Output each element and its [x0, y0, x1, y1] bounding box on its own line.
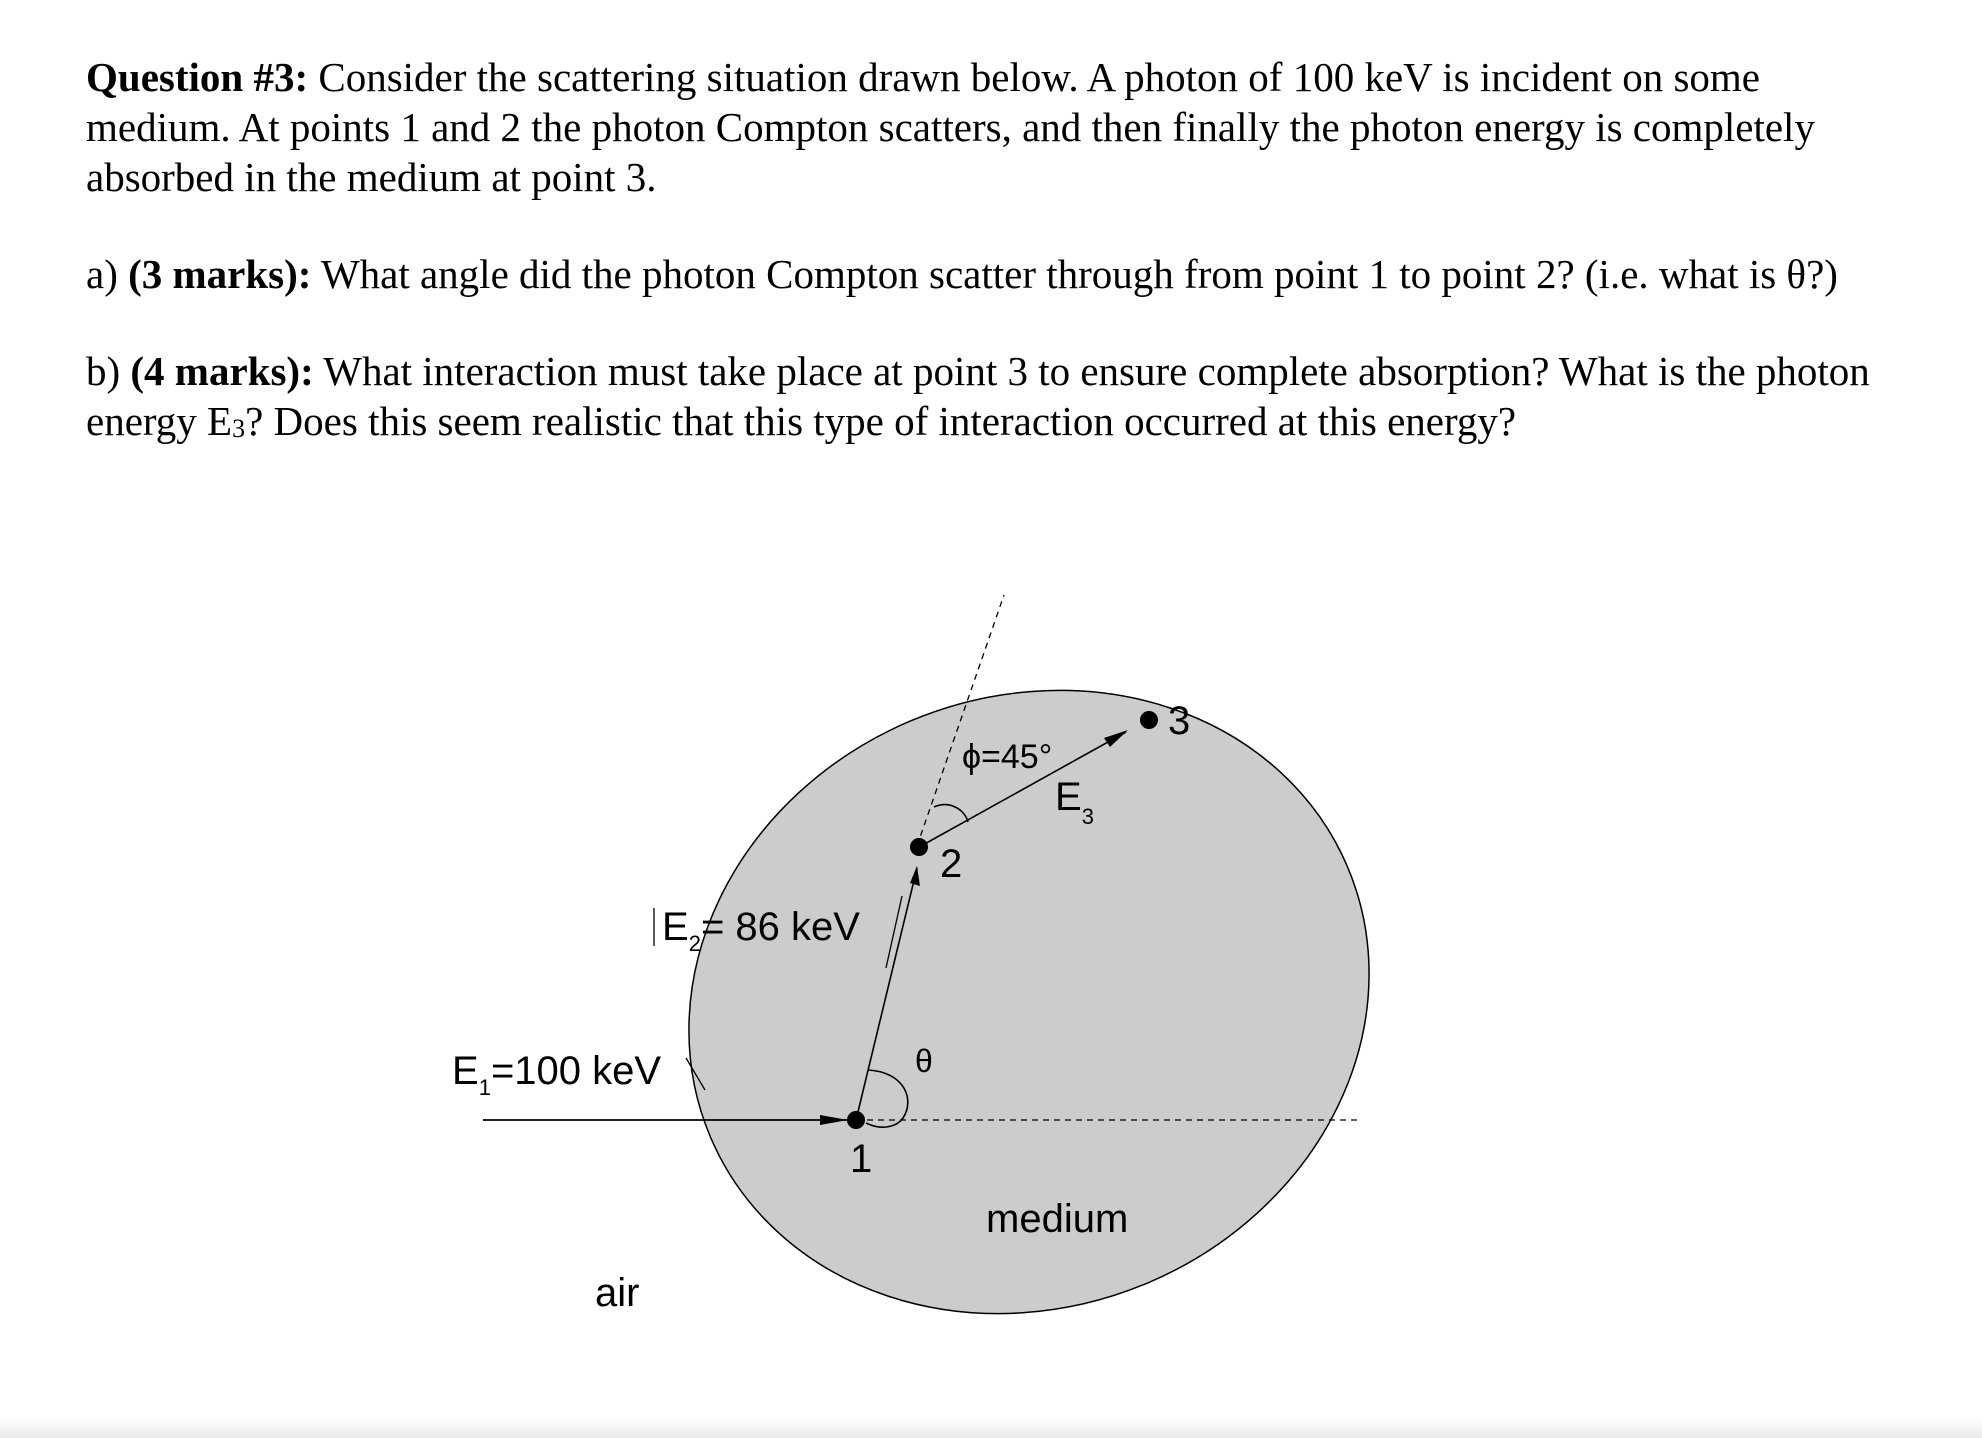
bottom-shadow	[0, 1416, 1982, 1438]
question-intro-text: Consider the scattering situation drawn below. A photon of 100 keV is incident on some medium. At points 1 and 2 the photon Compton scatters, and then finally the photon energy is completely absorbed in the medium at point 3.	[86, 54, 1815, 200]
part-a-marks: (3 marks):	[128, 251, 312, 297]
part-b-prefix: b)	[86, 348, 131, 394]
point-1-label: 1	[850, 1137, 873, 1181]
e3-label: $E_3$	[1055, 775, 1094, 829]
interaction-point-3	[1140, 711, 1158, 729]
part-b-text-1: What interaction must take place at point 3 to ensure complete absorption? What is the photon energy E	[86, 348, 1870, 444]
theta-label: θ	[915, 1043, 933, 1079]
part-a-text: What angle did the photon Compton scatter through from point 1 to point 2? (i.e. what is θ?)	[311, 251, 1838, 297]
medium-label: medium	[986, 1197, 1129, 1241]
phi-label: ϕ=45°	[962, 738, 1053, 776]
e1-label: $E_1=100$ keV	[452, 1049, 662, 1100]
part-b-marks: (4 marks):	[130, 348, 314, 394]
air-label: air	[595, 1271, 640, 1315]
medium-region	[591, 586, 1466, 1418]
question-number: Question #3:	[86, 54, 309, 100]
point-2-label: 2	[940, 842, 963, 886]
e2-label: $E_2= 86$ keV	[662, 905, 860, 956]
part-a-prefix: a)	[86, 251, 129, 297]
part-b-subscript: 3	[232, 414, 246, 443]
interaction-point-1	[847, 1111, 865, 1129]
part-b-text-2: ? Does this seem realistic that this type of interaction occurred at this energy?	[245, 398, 1517, 444]
point-3-label: 3	[1168, 699, 1191, 743]
interaction-point-2	[910, 838, 928, 856]
